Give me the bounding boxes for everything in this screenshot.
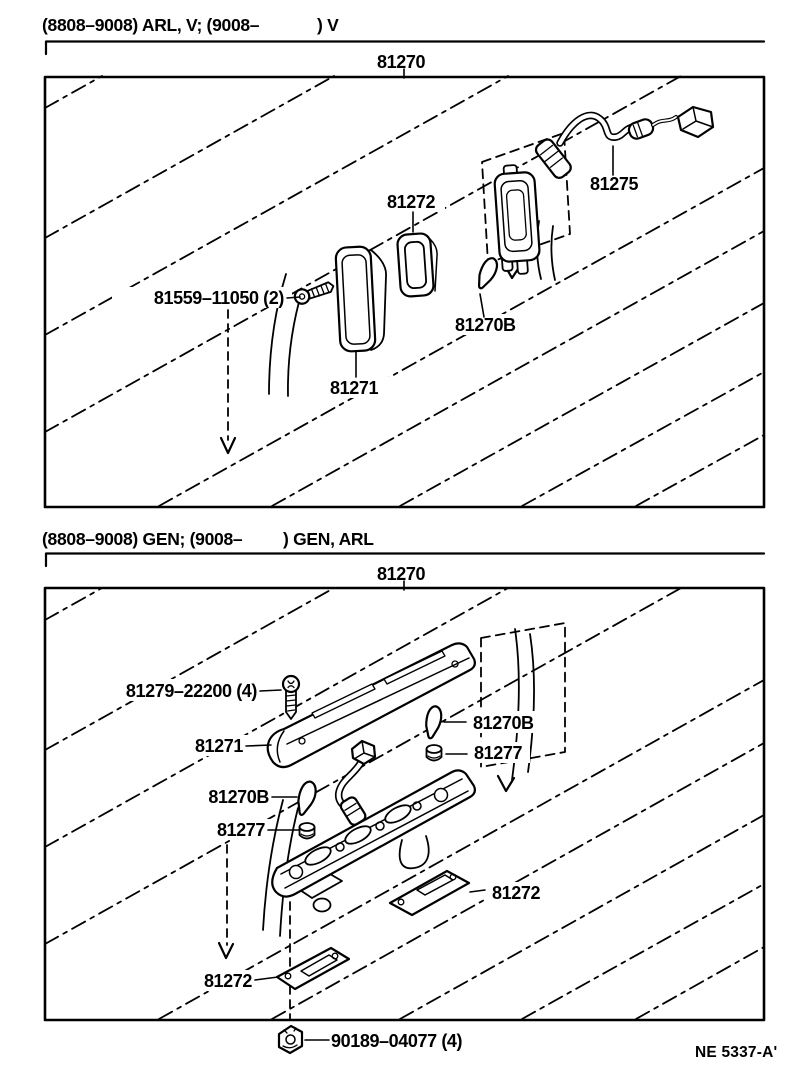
drawing-number: NE 5337-A' [695,1044,778,1061]
part-gasket-arl [397,233,437,297]
section1-assembly-label: 81270 [377,52,426,72]
section2-header-range: (8808–9008) GEN; (9008– [42,529,243,549]
label-bulb-upper: 81270B [473,713,534,733]
label-grommet-lower: 81277 [216,820,265,840]
label-lens-gen: 81271 [194,736,243,756]
part-gasket-right [390,871,469,915]
housing-u-bracket [400,836,429,868]
part-bulb-arl [474,256,500,291]
label-grommet-upper: 81277 [474,743,523,763]
part-bulb-upper [423,705,443,739]
label-bulb-lower: 81270B [208,787,269,807]
harness-ferrule [627,117,655,140]
label-screw-arl: 81559–11050 (2) [153,288,284,308]
section1-header-suffix: ) V [317,15,339,35]
label-gasket-bottom: 81272 [203,971,252,991]
part-screw-arl [293,281,336,305]
section1-recess-curve-right-inner [551,226,555,280]
part-harness-arl [534,107,713,180]
part-lens-arl [335,246,386,352]
part-speed-nut [279,1026,302,1053]
section-arl-v [42,15,764,507]
section2-mount-direction-arrow [219,943,233,958]
part-grommet-upper [427,745,442,761]
part-grommet-lower [300,823,315,839]
label-screw-gen: 81279–22200 (4) [125,681,257,701]
harness-socket [534,137,574,180]
part-wire-gen [339,741,375,827]
label-gasket-right: 81272 [492,883,541,903]
label-speed-nut: 90189–04077 (4) [331,1031,463,1051]
part-screw-gen [283,676,299,719]
harness-connector [678,107,713,137]
section2-assembly-label: 81270 [377,564,426,584]
label-bulb-arl: 81270B [455,315,516,335]
label-harness-arl: 81275 [590,174,639,194]
section-gen-arl [42,529,764,1053]
housing-left-foot [314,899,331,912]
section1-header-range: (8808–9008) ARL, V; (9008– [42,15,260,35]
section2-header-suffix: ) GEN, ARL [283,529,374,549]
label-gasket-arl: 81272 [387,192,436,212]
label-lens-arl: 81271 [330,378,379,398]
